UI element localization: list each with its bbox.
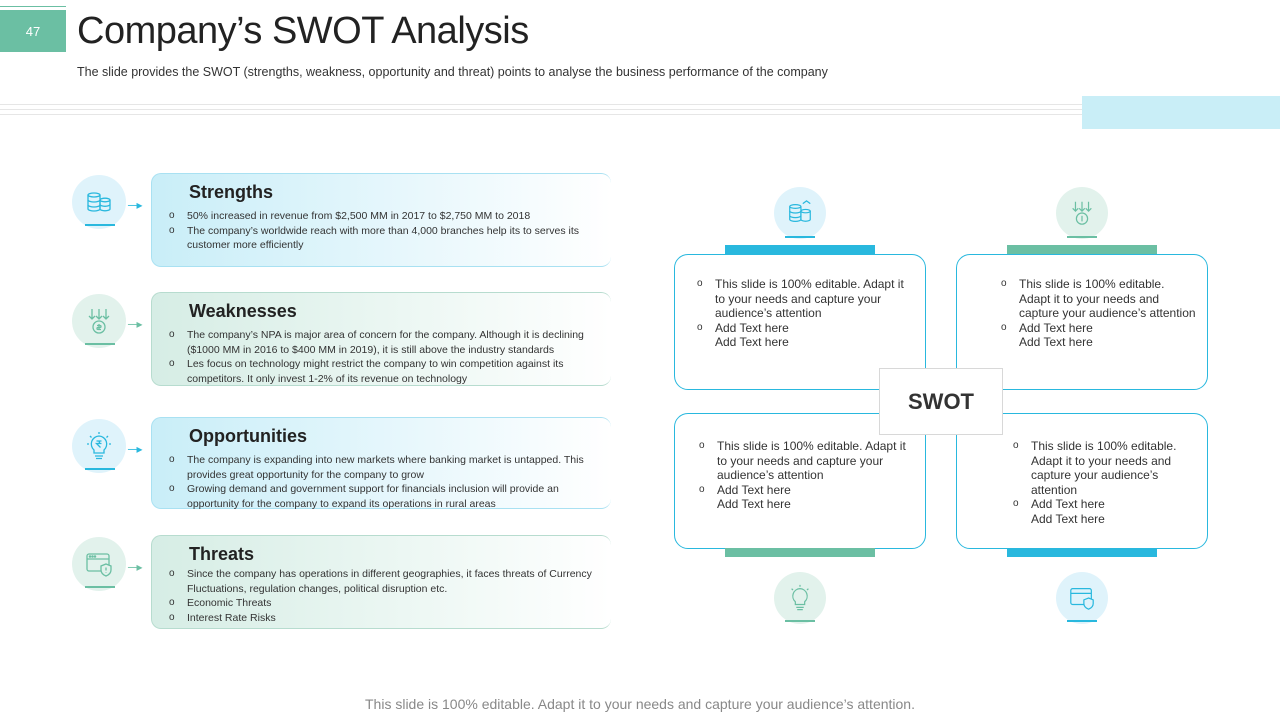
- icon-underline: [85, 343, 115, 345]
- opportunities-card: [151, 417, 611, 509]
- icon-underline: [785, 620, 815, 622]
- threats-point: o Economic Threats: [187, 596, 601, 611]
- browser-shield-icon: [1056, 572, 1108, 624]
- quadrant-point: o Add Text here Add Text here: [715, 321, 805, 350]
- arrow-right-icon: ─▸: [128, 442, 143, 456]
- opportunities-point: o Growing demand and government support for financials inclusion will provide an opportunity for the company to expand its operations in rural areas: [187, 482, 601, 511]
- quadrant-point: o This slide is 100% editable. Adapt it to your needs and capture your audience’s attention: [1031, 439, 1197, 497]
- quadrant-point: o Add Text here Add Text here: [1031, 497, 1121, 526]
- strengths-card: [151, 173, 611, 267]
- icon-underline: [785, 236, 815, 238]
- money-down-icon: [1056, 187, 1108, 239]
- threats-heading: Threats: [189, 544, 255, 564]
- threats-card: [151, 535, 611, 629]
- weaknesses-bar: [1007, 245, 1157, 254]
- icon-underline: [85, 468, 115, 470]
- opportunities-bar: [725, 548, 875, 557]
- strengths-heading: Strengths: [189, 182, 274, 202]
- rupee-bulb-icon: [72, 419, 126, 473]
- corner-accent-block: [1082, 96, 1280, 129]
- weaknesses-heading: Weaknesses: [189, 301, 297, 321]
- page-number-line: [0, 6, 66, 7]
- strengths-point: o The company’s worldwide reach with more than 4,000 branches help its to serves its customer more efficiently: [187, 224, 601, 253]
- opportunities-point: o The company is expanding into new markets where banking market is untapped. This provides great opportunity for the company to grow: [187, 453, 601, 482]
- swot-center-label: SWOT: [879, 368, 1003, 435]
- coins-icon: [774, 187, 826, 239]
- opportunities-heading: Opportunities: [189, 426, 307, 446]
- icon-underline: [1067, 236, 1097, 238]
- coins-icon: [72, 175, 126, 229]
- threats-bar: [1007, 548, 1157, 557]
- browser-shield-icon: [72, 537, 126, 591]
- icon-underline: [85, 586, 115, 588]
- slide-subtitle: The slide provides the SWOT (strengths, weakness, opportunity and threat) points to analyse the business performance of the company: [77, 65, 828, 79]
- quadrant-point: o Add Text here Add Text here: [1019, 321, 1109, 350]
- arrow-right-icon: ─▸: [128, 317, 143, 331]
- header-divider: [0, 104, 1085, 122]
- weaknesses-point: o The company’s NPA is major area of concern for the company. Although it is declining ($1000 MM in 2016 to $400 MM in 2019), it is still above the industry standards: [187, 328, 601, 357]
- strengths-bar: [725, 245, 875, 254]
- weaknesses-card: [151, 292, 611, 386]
- icon-underline: [85, 224, 115, 226]
- threats-point: o Interest Rate Risks: [187, 611, 601, 626]
- money-down-icon: [72, 294, 126, 348]
- quadrant-point: o This slide is 100% editable. Adapt it to your needs and capture your audience’s attention: [1019, 277, 1197, 321]
- page-number: 47: [0, 10, 66, 52]
- icon-underline: [1067, 620, 1097, 622]
- quadrant-point: o This slide is 100% editable. Adapt it to your needs and capture your audience’s attention: [717, 439, 915, 483]
- slide-title: Company’s SWOT Analysis: [77, 10, 529, 52]
- quadrant-point: o Add Text here Add Text here: [717, 483, 807, 512]
- arrow-right-icon: ─▸: [128, 198, 143, 212]
- strengths-point: o 50% increased in revenue from $2,500 MM in 2017 to $2,750 MM to 2018: [187, 209, 601, 224]
- threats-point: o Since the company has operations in different geographies, it faces threats of Currency Fluctuations, regulation changes, political disruption etc.: [187, 567, 601, 596]
- rupee-bulb-icon: [774, 572, 826, 624]
- quadrant-point: o This slide is 100% editable. Adapt it to your needs and capture your audience’s attention: [715, 277, 915, 321]
- footer-note: This slide is 100% editable. Adapt it to your needs and capture your audience’s attention.: [365, 696, 915, 712]
- arrow-right-icon: ─▸: [128, 560, 143, 574]
- weaknesses-point: o Les focus on technology might restrict the company to win competition against its competitors. It only invest 1-2% of its revenue on technology: [187, 357, 601, 386]
